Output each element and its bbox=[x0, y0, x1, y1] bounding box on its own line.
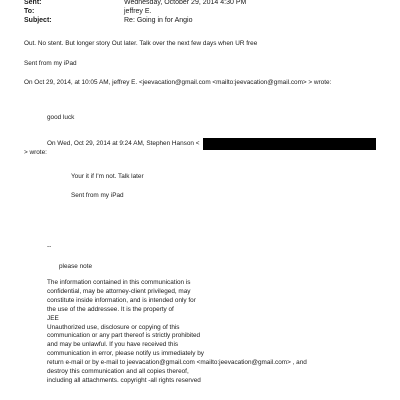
please-note-line: please note bbox=[59, 263, 93, 270]
reply-line: Your it if I'm not. Talk later bbox=[71, 173, 144, 180]
to-row bbox=[24, 7, 152, 16]
message-body-line: Out. No stent. But longer story Out later. Talk over the next few days when UR free bbox=[24, 40, 258, 47]
signature-line: Sent from my iPad bbox=[24, 60, 77, 67]
to-label: To: bbox=[24, 8, 35, 15]
subject-label: Subject: bbox=[24, 17, 52, 24]
disclaimer-line: confidential, may be attorney-client privileged, may bbox=[47, 287, 191, 295]
sent-label: Sent: bbox=[24, 0, 42, 6]
disclaimer-line: JEE bbox=[47, 314, 59, 322]
disclaimer-block bbox=[47, 279, 347, 386]
separator-dashes: -- bbox=[47, 243, 52, 250]
disclaimer-line: communication in error, please notify us immediately by bbox=[47, 350, 204, 358]
sent-row bbox=[24, 0, 246, 7]
redaction-bar bbox=[203, 138, 376, 150]
sent-value: Wednesday, October 29, 2014 4:30 PM bbox=[124, 0, 247, 6]
subject-row bbox=[24, 16, 193, 25]
disclaimer-line: Unauthorized use, disclosure or copying of this bbox=[47, 323, 180, 331]
disclaimer-line: and may be unlawful. If you have received this bbox=[47, 341, 179, 349]
disclaimer-line: return e-mail or by e-mail to jeevacation@gmail.com <mailto:jeevacation@gmail.com> , and bbox=[47, 359, 307, 367]
disclaimer-line: constitute inside information, and is intended only for bbox=[47, 296, 196, 304]
signature-line-2: Sent from my iPad bbox=[71, 192, 124, 199]
disclaimer-line: including all attachments. copyright -all rights reserved bbox=[47, 376, 201, 384]
to-value: jeffrey E. bbox=[124, 8, 152, 15]
disclaimer-line: communication or any part thereof is strictly prohibited bbox=[47, 332, 201, 340]
disclaimer-line: the use of the addressee. It is the property of bbox=[47, 305, 174, 313]
quote-intro-line-2: On Wed, Oct 29, 2014 at 9:24 AM, Stephen Hanson < bbox=[47, 140, 200, 147]
disclaimer-line: The information contained in this communication is bbox=[47, 279, 191, 286]
good-luck-line: good luck bbox=[47, 114, 75, 121]
quote-intro-line: On Oct 29, 2014, at 10:05 AM, jeffrey E. <jeevacation@gmail.com <mailto:jeevacation@gmail.com> > wrote: bbox=[24, 79, 332, 86]
disclaimer-line: destroy this communication and all copies thereof, bbox=[47, 368, 189, 376]
subject-value: Re: Going in for Angio bbox=[124, 17, 193, 24]
wrote-line: > wrote: bbox=[24, 149, 47, 156]
